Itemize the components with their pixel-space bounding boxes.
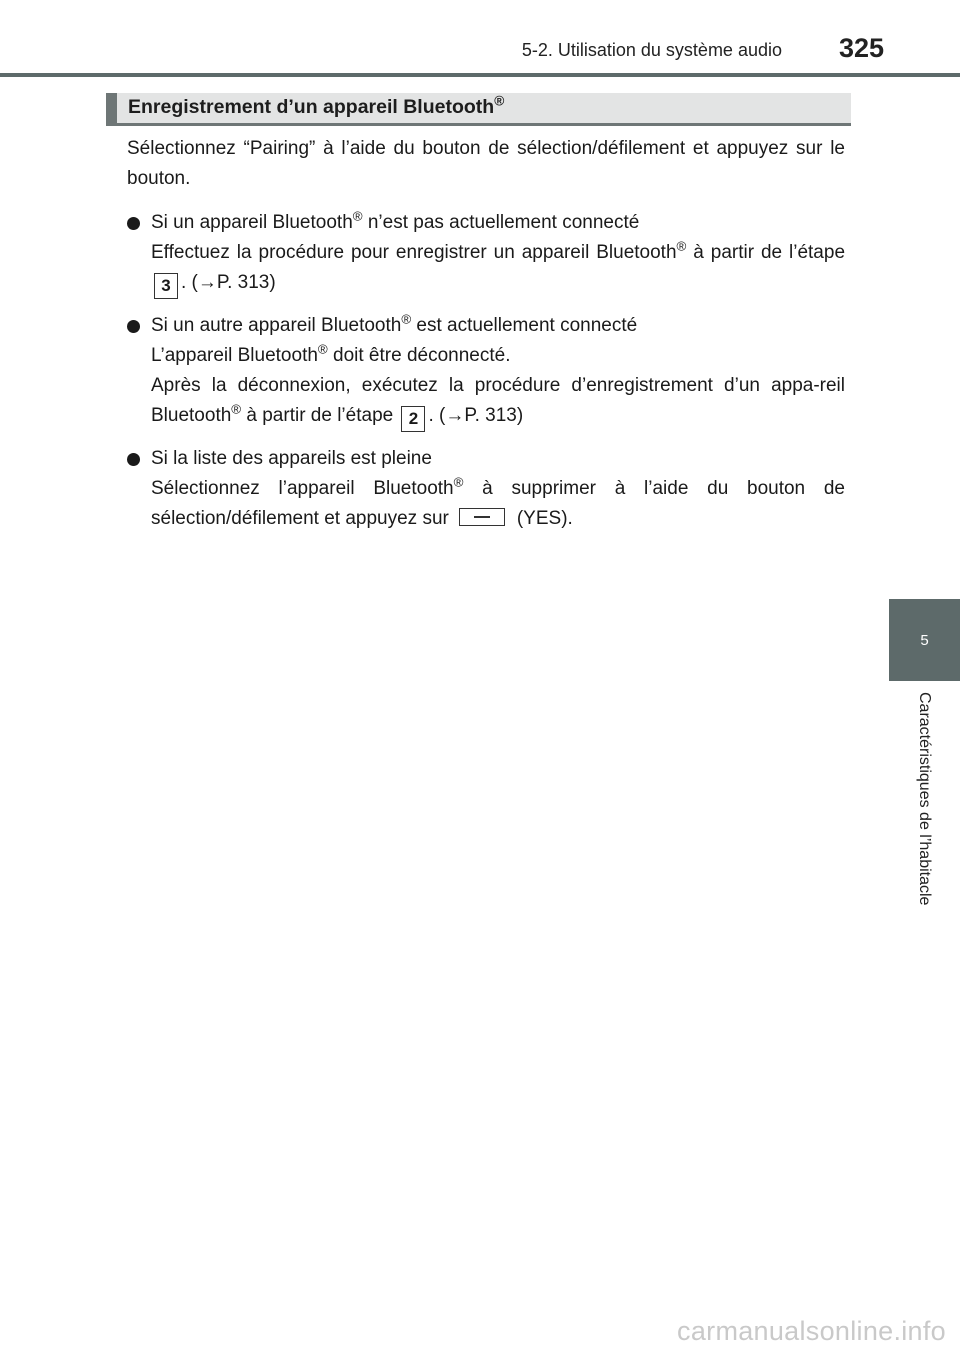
watermark: carmanualsonline.info [677,1316,946,1346]
bullet-heading [151,311,845,341]
page-number: 325 [838,33,884,63]
chapter-tab-label-wrap [889,682,960,1282]
bullet-detail [151,474,845,534]
button-key-icon [459,508,505,526]
bullet-dot-icon [127,217,140,230]
bullet-text: Si un appareil Bluetooth [151,212,353,233]
bullet-detail [151,238,845,299]
bullet-text: Si un autre appareil Bluetooth [151,315,402,336]
section-title-bar [106,93,851,126]
registered-mark: ® [676,238,687,254]
registered-mark: ® [352,208,363,224]
section-title-text: Enregistrement d’un appareil Bluetooth [128,96,495,118]
bullet-text: Après la déconnexion, exécutez la procédure d’enregistrement d’un appa-reil Bluetooth [151,375,845,426]
bullet-text: (YES). [516,508,573,529]
bullet-text: n’est pas actuellement connecté [362,212,640,233]
section-title [128,93,505,119]
page-reference: . (→P. 313) [428,405,524,426]
title-accent [106,93,117,123]
page-reference: . (→P. 313) [181,272,276,293]
bullet-text: à supprimer à l’aide du bouton de sélection/défilement et appuyez sur [151,478,845,529]
bullet-detail [151,341,845,371]
step-number-box: 2 [401,406,425,432]
bullet-item [127,444,845,534]
header-section-title: 5-2. Utilisation du système audio [521,40,782,60]
bullet-heading [151,208,845,238]
bullet-text: Effectuez la procédure pour enregistrer un appareil Bluetooth [151,242,677,263]
bullet-item [127,208,845,299]
registered-mark: ® [231,401,242,417]
bullet-text: doit être déconnecté. [327,345,511,366]
bullet-text: à partir de l’étape [241,405,399,426]
bullet-item [127,311,845,432]
bullet-detail [151,371,845,432]
header-rule [0,73,960,77]
registered-mark: ® [453,474,464,490]
bullet-dot-icon [127,453,140,466]
bullet-text: est actuellement connecté [411,315,638,336]
chapter-tab-label: Caractéristiques de l’habitacle [916,692,933,906]
bullet-text: Sélectionnez l’appareil Bluetooth [151,478,454,499]
step-number-box: 3 [154,273,178,299]
bullet-text: à partir de l’étape [686,242,846,263]
chapter-tab[interactable]: 5 [889,599,960,681]
bullet-dot-icon [127,320,140,333]
bullet-text: L’appareil Bluetooth [151,345,318,366]
registered-mark: ® [401,311,412,327]
body-content [127,134,845,546]
bullet-heading: Si la liste des appareils est pleine [151,448,432,469]
registered-mark: ® [494,93,505,109]
registered-mark: ® [317,341,328,357]
intro-paragraph: Sélectionnez “Pairing” à l’aide du bouton de sélection/défilement et appuyez sur le bouton. [127,138,845,189]
